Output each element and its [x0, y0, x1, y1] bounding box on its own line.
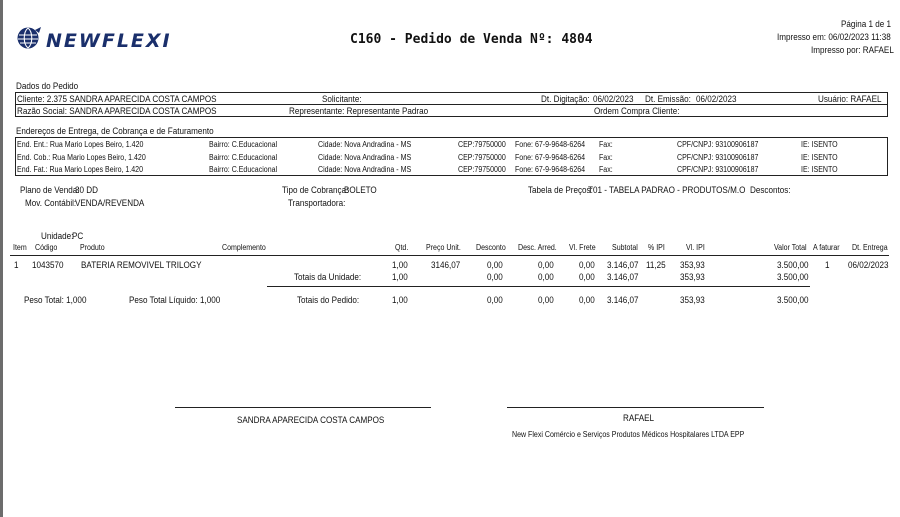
totais-unidade-desconto: 0,00 [487, 272, 503, 282]
col-valor-total: Valor Total [774, 243, 807, 252]
endereco-fone: Fone: 67-9-9648-6264 [515, 165, 586, 174]
endereco-fax: Fax: [599, 165, 613, 174]
cell-desc-arred: 0,00 [538, 260, 554, 270]
cell-dt-entrega: 06/02/2023 [848, 260, 889, 270]
solicitante-field: Solicitante: [322, 94, 362, 104]
cell-qtd: 1,00 [392, 260, 408, 270]
col-preco: Preço Unit. [426, 243, 461, 252]
col-vl-ipi: Vl. IPI [686, 243, 705, 252]
signature-empresa: New Flexi Comércio e Serviços Produtos Médicos Hospitalares LTDA EPP [512, 430, 745, 439]
signature-line-vendedor [507, 407, 764, 408]
cell-valor-total: 3.500,00 [777, 260, 809, 270]
endereco-cep: CEP:79750000 [458, 165, 506, 174]
endereco-cidade: Cidade: Nova Andradina - MS [318, 140, 412, 149]
company-logo [16, 26, 172, 55]
signature-cliente: SANDRA APARECIDA COSTA CAMPOS [237, 415, 385, 425]
transportadora-label: Transportadora: [288, 198, 346, 208]
page-title: C160 - Pedido de Venda Nº: 4804 [350, 32, 593, 47]
dt-digitacao-label: Dt. Digitação: [541, 94, 590, 104]
col-produto: Produto [80, 243, 105, 252]
cell-vl-ipi: 353,93 [680, 260, 705, 270]
page-number: Página 1 de 1 [841, 19, 891, 29]
endereco-cidade: Cidade: Nova Andradina - MS [318, 165, 412, 174]
dt-digitacao-value: 06/02/2023 [593, 94, 634, 104]
endereco-ie: IE: ISENTO [801, 165, 838, 174]
mov-label: Mov. Contábil: [25, 198, 77, 208]
endereco-bairro: Bairro: C.Educacional [209, 140, 278, 149]
col-complemento: Complemento [222, 243, 266, 252]
signature-line-cliente [175, 407, 431, 408]
printed-by: Impresso por: RAFAEL [811, 45, 894, 55]
plano-value: 30 DD [75, 185, 98, 195]
header-rule [10, 255, 889, 256]
cell-pct-ipi: 11,25 [646, 260, 666, 270]
col-frete: Vl. Frete [569, 243, 596, 252]
dt-emissao-value: 06/02/2023 [696, 94, 737, 104]
cell-a-faturar: 1 [825, 260, 830, 270]
endereco-fone: Fone: 67-9-9648-6264 [515, 153, 586, 162]
col-qtd: Qtd. [395, 243, 409, 252]
descontos-label: Descontos: [750, 185, 791, 195]
col-item: Item [13, 243, 27, 252]
cell-desconto: 0,00 [487, 260, 503, 270]
cell-codigo: 1043570 [32, 260, 64, 270]
usuario-field: Usuário: RAFAEL [818, 94, 882, 104]
endereco-cep: CEP:79750000 [458, 153, 506, 162]
razao-social-field: Razão Social: SANDRA APARECIDA COSTA CAMPOS [17, 106, 217, 116]
endereco-label: End. Cob.: Rua Mario Lopes Beiro, 1.420 [17, 153, 146, 162]
cell-preco: 3146,07 [431, 260, 461, 270]
totais-pedido-valor-total: 3.500,00 [777, 295, 809, 305]
endereco-bairro: Bairro: C.Educacional [209, 153, 278, 162]
endereco-label: End. Fat.: Rua Mario Lopes Beiro, 1.420 [17, 165, 144, 174]
cell-subtotal: 3.146,07 [607, 260, 639, 270]
endereco-fax: Fax: [599, 140, 613, 149]
cliente-field: Cliente: 2.375 SANDRA APARECIDA COSTA CAMPOS [17, 94, 217, 104]
totais-unidade-vl-ipi: 353,93 [680, 272, 705, 282]
tabela-label: Tabela de Preços: [528, 185, 593, 195]
endereco-fone: Fone: 67-9-9648-6264 [515, 140, 586, 149]
endereco-ie: IE: ISENTO [801, 153, 838, 162]
endereco-fax: Fax: [599, 153, 613, 162]
endereco-cep: CEP:79750000 [458, 140, 506, 149]
col-subtotal: Subtotal [612, 243, 638, 252]
signature-vendedor: RAFAEL [623, 413, 655, 423]
unidade-label: Unidade: [41, 231, 74, 241]
col-desconto: Desconto [476, 243, 506, 252]
col-a-faturar: A faturar [813, 243, 840, 252]
unidade-value: PC [72, 231, 84, 241]
peso-total: Peso Total: 1,000 [24, 295, 87, 305]
totais-pedido-label: Totais do Pedido: [297, 295, 360, 305]
totais-pedido-desconto: 0,00 [487, 295, 503, 305]
endereco-cidade: Cidade: Nova Andradina - MS [318, 153, 412, 162]
col-pct-ipi: % IPI [648, 243, 665, 252]
section-title-pedido: Dados do Pedido [16, 81, 79, 91]
col-dt-entrega: Dt. Entrega [852, 243, 888, 252]
endereco-cpf: CPF/CNPJ: 93100906187 [677, 140, 759, 149]
totals-rule [267, 286, 810, 287]
cell-item: 1 [14, 260, 19, 270]
tabela-value: T01 - TABELA PADRAO - PRODUTOS/M.O [588, 185, 746, 195]
totais-pedido-frete: 0,00 [579, 295, 595, 305]
mov-value: VENDA/REVENDA [75, 198, 145, 208]
dt-emissao-label: Dt. Emissão: [645, 94, 691, 104]
col-codigo: Código [35, 243, 58, 252]
totais-pedido-vl-ipi: 353,93 [680, 295, 705, 305]
pedido-divider [15, 104, 888, 105]
endereco-bairro: Bairro: C.Educacional [209, 165, 278, 174]
cell-frete: 0,00 [579, 260, 595, 270]
peso-liquido: Peso Total Líquido: 1,000 [129, 295, 221, 305]
printed-at: Impresso em: 06/02/2023 11:38 [777, 32, 891, 42]
endereco-ie: IE: ISENTO [801, 140, 838, 149]
endereco-cpf: CPF/CNPJ: 93100906187 [677, 165, 759, 174]
totais-unidade-label: Totais da Unidade: [294, 272, 362, 282]
logo-text: NEWFLEXI [46, 29, 172, 52]
cobranca-label: Tipo de Cobrança: [282, 185, 349, 195]
plano-label: Plano de Venda: [20, 185, 80, 195]
cell-produto: BATERIA REMOVIVEL TRILOGY [81, 260, 202, 270]
totais-pedido-desc-arred: 0,00 [538, 295, 554, 305]
totais-unidade-frete: 0,00 [579, 272, 595, 282]
endereco-cpf: CPF/CNPJ: 93100906187 [677, 153, 759, 162]
ordem-compra-field: Ordem Compra Cliente: [594, 106, 680, 116]
cobranca-value: BOLETO [344, 185, 377, 195]
totais-unidade-desc-arred: 0,00 [538, 272, 554, 282]
totais-pedido-subtotal: 3.146,07 [607, 295, 639, 305]
page-edge [0, 0, 3, 517]
totais-unidade-valor-total: 3.500,00 [777, 272, 809, 282]
representante-field: Representante: Representante Padrao [289, 106, 429, 116]
endereco-label: End. Ent.: Rua Mario Lopes Beiro, 1.420 [17, 140, 144, 149]
col-desc-arred: Desc. Arred. [518, 243, 557, 252]
globe-icon [16, 26, 42, 55]
totais-unidade-subtotal: 3.146,07 [607, 272, 639, 282]
totais-pedido-qtd: 1,00 [392, 295, 408, 305]
section-title-enderecos: Endereços de Entrega, de Cobrança e de Faturamento [16, 126, 214, 136]
totais-unidade-qtd: 1,00 [392, 272, 408, 282]
